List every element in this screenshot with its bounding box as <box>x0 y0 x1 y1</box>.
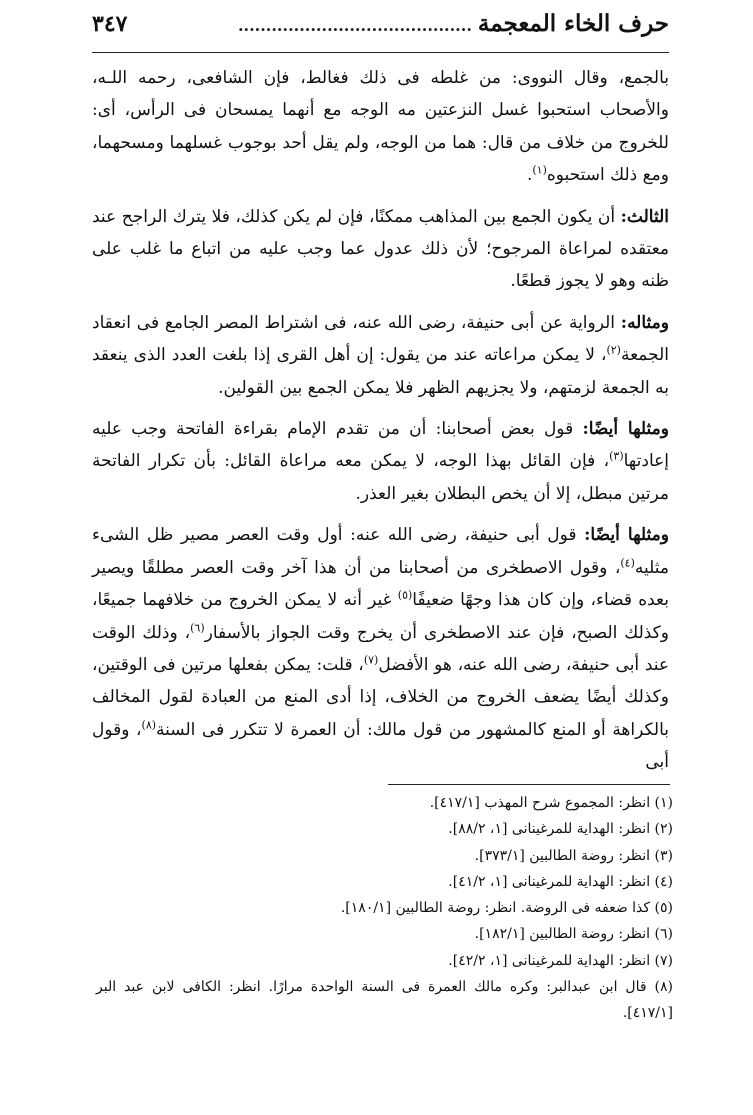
footnote-separator <box>388 784 670 785</box>
header-leader-dots: .......................................... <box>237 16 472 35</box>
footnote-ref: (٦) <box>190 620 205 634</box>
page-header <box>92 10 669 50</box>
paragraph-intro: ومثلها أيضًا: <box>582 419 669 440</box>
footnotes <box>96 790 673 1027</box>
paragraph <box>92 519 669 778</box>
footnote: (٦) انظر: روضة الطالبين [١٨٢/١]. <box>474 926 673 943</box>
footnote-ref: (١) <box>532 163 547 177</box>
paragraph <box>92 307 669 404</box>
paragraph-intro: الثالث: <box>620 206 669 227</box>
paragraph <box>92 62 669 192</box>
footnote-ref: (٧) <box>363 653 379 667</box>
footnote-ref: (٣) <box>609 449 624 463</box>
footnote-ref: (٢) <box>606 343 621 357</box>
footnote: (٧) انظر: الهداية للمرغينانى [١، ٤٢/٢]. <box>448 952 673 969</box>
footnote-ref: (٨) <box>141 718 157 732</box>
main-text <box>92 62 669 788</box>
paragraph <box>92 201 669 298</box>
chapter-title: حرف الخاء المعجمة <box>477 10 669 37</box>
paragraph-text: بالجمع، وقال النووى: من غلطه فى ذلك فغالط، فإن الشافعى، رحمه اللـه، والأصحاب استحبوا غسل النزعتين مه الوجه مع أنهما يمسحان فى الرأس، أى: للخروج من خلاف من قال: هما من الوجه، ولم يقل أحد بوجوب غسلهما ومسحهما، ومع ذلك استحبوه <box>92 68 669 186</box>
paragraph-text: أن يكون الجمع بين المذاهب ممكنًا، فإن لم يكن كذلك، فلا يترك الراجح عند معتقده لمراعاة المرجوح؛ لأن ذلك عدول عما وجب عليه من اتباع ما غلب على ظنه وهو لا يجوز قطعًا. <box>92 206 669 292</box>
footnote: (٤) انظر: الهداية للمرغينانى [١، ٤١/٢]. <box>448 873 673 890</box>
paragraph-text: ، فإن القائل بهذا الوجه، لا يمكن معه مراعاة القائل: بأن تكرار الفاتحة مرتين مبطل، إلا أن يخص البطلان بغير العذر. <box>92 451 669 504</box>
paragraph-text: ، لا يمكن مراعاته عند من يقول: إن أهل القرى إذا بلغت العدد الذى ينعقد به الجمعة لزمتهم، ولا يجزيهم الظهر فلا يمكن الجمع بين القولين. <box>92 345 669 398</box>
footnote: (١) انظر: المجموع شرح المهذب [٤١٧/١]. <box>429 795 673 811</box>
footnote: (٨) قال ابن عبدالبر: وكره مالك العمرة فى السنة الواحدة مرارًا. انظر: الكافى لابن عبد البر [٤١٧/١]. <box>96 979 673 1022</box>
footnote: (٣) انظر: روضة الطالبين [٣٧٣/١]. <box>474 847 673 864</box>
page-number: ٣٤٧ <box>92 11 128 37</box>
footnote: (٢) انظر: الهداية للمرغينانى [١، ٨٨/٢]. <box>448 821 673 838</box>
paragraph-text: الرواية عن أبى حنيفة، رضى الله عنه، فى اشتراط المصر الجامع فى انعقاد الجمعة <box>92 312 669 366</box>
paragraph-intro: ومثلها أيضًا: <box>584 525 669 546</box>
footnote-ref: (٥) <box>397 588 413 602</box>
paragraph-text: ، وذلك الوقت عند أبى حنيفة، رضى الله عنه، هو الأفضل <box>92 622 670 675</box>
paragraph-text: ، وقول الاصطخرى من أصحابنا من أن هذا آخر وقت العصر مطلقًا ويصير بعده قضاء، وإن كان هذا وجهًا ضعيفًا <box>92 557 669 611</box>
paragraph-intro: ومثاله: <box>620 312 669 333</box>
footnote-ref: (٤) <box>620 556 635 570</box>
footnote: (٥) كذا ضعفه فى الروضة. انظر: روضة الطالبين [١٨٠/١]. <box>340 900 673 917</box>
paragraph-text: ، قلت: يمكن بفعلها مرتين فى الوقتين، وكذلك أيضًا يضعف الخروج من الخلاف، إذا أدى المنع من العبادة لقول المخالف بالكراهة أو المنع كالمشهور من قول مالك: أن العمرة لا تتكرر فى السنة <box>92 654 669 740</box>
paragraph-text: قول أبى حنيفة، رضى الله عنه: أول وقت العصر مصير ظل الشىء مثليه <box>92 525 669 578</box>
paragraph-text: . <box>526 165 533 186</box>
paragraph-text: غير أنه لا يمكن الخروج من خلافهما جميعًا، وكذلك الصبح، فإن عند الاصطخرى أن يخرج وقت الجواز بالأسفار <box>92 590 669 643</box>
header-rule <box>92 52 669 53</box>
paragraph-text: ، وقول أبى <box>92 719 669 773</box>
paragraph-text: قول بعض أصحابنا: أن من تقدم الإمام بقراءة الفاتحة وجب عليه إعادتها <box>92 419 669 472</box>
paragraph <box>92 413 669 510</box>
